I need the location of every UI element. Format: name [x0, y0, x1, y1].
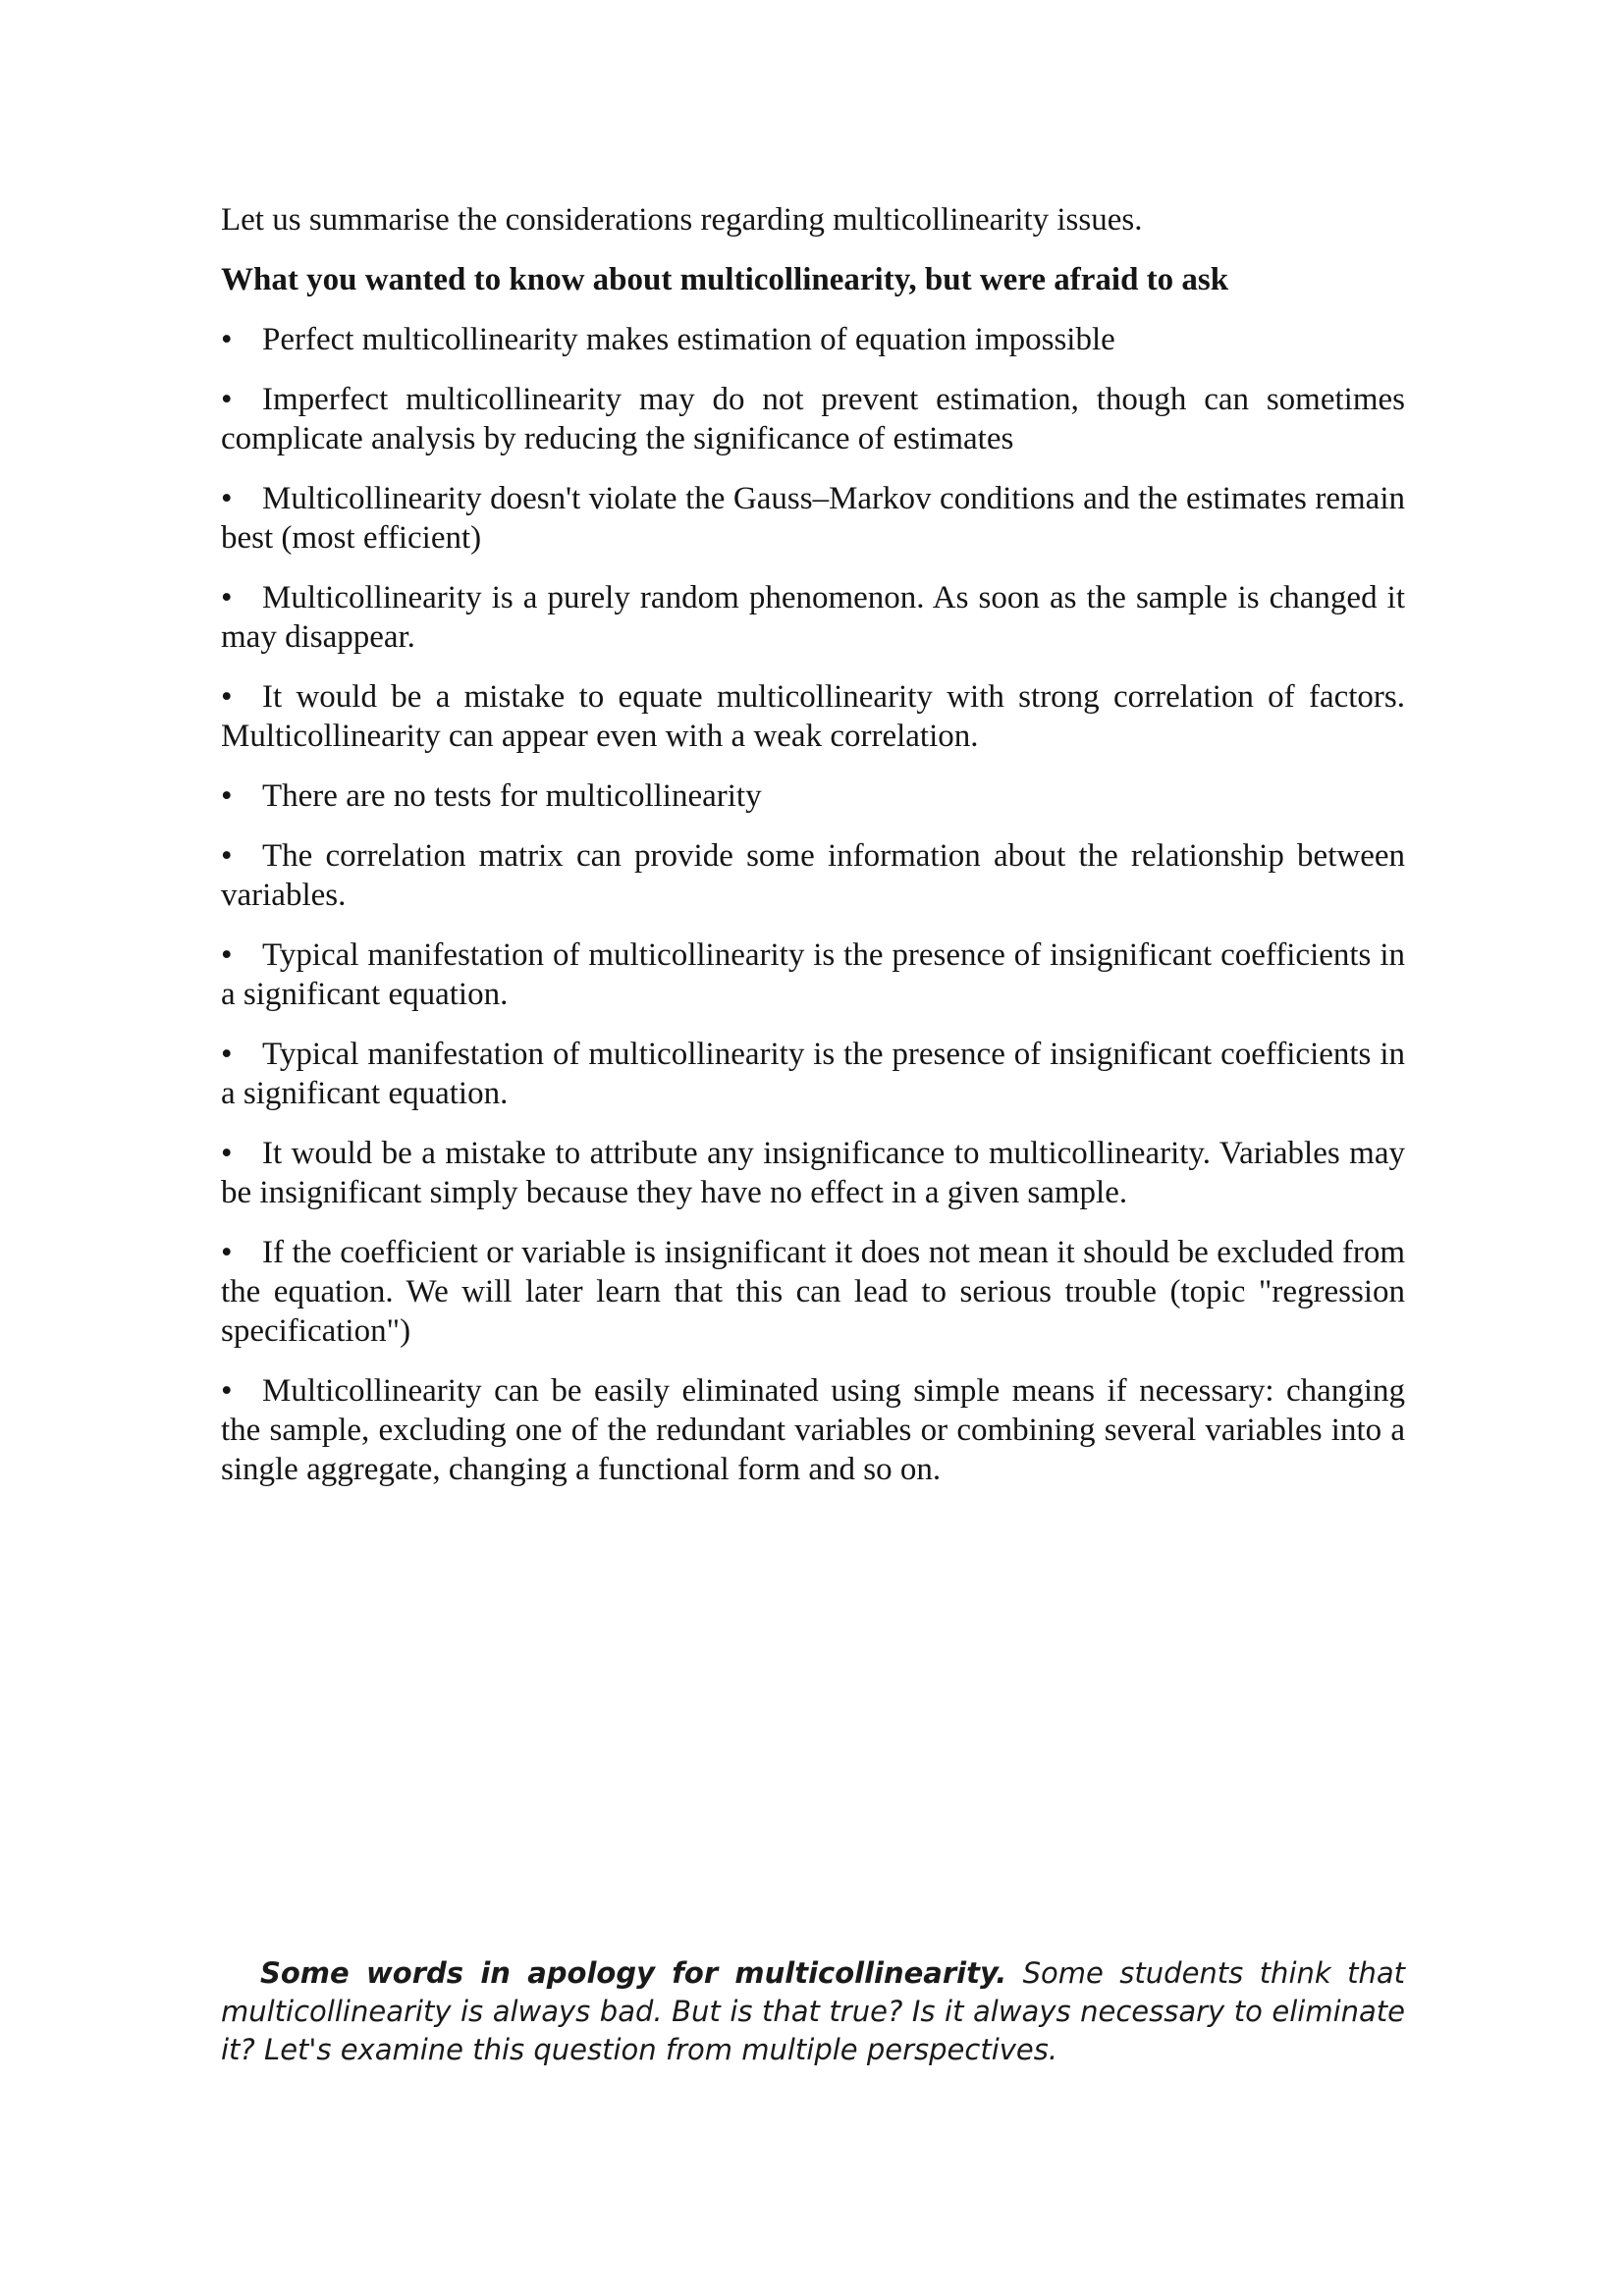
bullet-icon: •: [221, 1037, 233, 1072]
bullet-item: [221, 1134, 1405, 1212]
closing-lead: Some words in apology for multicollinearity.: [260, 1956, 1007, 1990]
bullet-text: If the coefficient or variable is insignificant it does not mean it should be excluded from the equation. We will later learn that this can lead to serious trouble (topic "regression specification"): [221, 1235, 1405, 1349]
bullet-item: [221, 1035, 1405, 1113]
bullet-item: [221, 320, 1405, 359]
bullet-icon: •: [221, 1373, 233, 1409]
bullet-text: Imperfect multicollinearity may do not prevent estimation, though can sometimes complicate analysis by reducing the significance of estimates: [221, 382, 1405, 456]
bullet-text: The correlation matrix can provide some information about the relationship between variables.: [221, 838, 1405, 913]
bullet-text: Multicollinearity doesn't violate the Gauss–Markov conditions and the estimates remain best (most efficient): [221, 481, 1405, 556]
bullet-text: There are no tests for multicollinearity: [262, 778, 762, 814]
bullet-item: [221, 1371, 1405, 1489]
bullet-icon: •: [221, 322, 233, 357]
bullet-icon: •: [221, 481, 233, 516]
bullet-icon: •: [221, 778, 233, 814]
bullet-icon: •: [221, 580, 233, 615]
closing-paragraph: [221, 1954, 1405, 2069]
closing-body: Some students think that multicollinearity is always bad. But is that true? Is it always necessary to eliminate it? Let's examine this question from multiple perspectives.: [221, 1956, 1405, 2066]
bullet-icon: •: [221, 937, 233, 973]
bullet-item: [221, 836, 1405, 915]
bullet-icon: •: [221, 679, 233, 715]
bullet-item: [221, 677, 1405, 756]
bullet-text: Multicollinearity can be easily eliminated using simple means if necessary: changing the sample, excluding one of the redundant variables or combining several variables into a single aggregate, changing a functional form and so on.: [221, 1373, 1405, 1487]
intro-paragraph: Let us summarise the considerations regarding multicollinearity issues.: [221, 202, 1143, 238]
bullet-item: [221, 1233, 1405, 1351]
bullet-text: Perfect multicollinearity makes estimation of equation impossible: [262, 322, 1115, 357]
bullet-item: [221, 479, 1405, 558]
bullet-text: It would be a mistake to equate multicollinearity with strong correlation of factors. Multicollinearity can appear even with a weak correlation.: [221, 679, 1405, 754]
bullet-text: Typical manifestation of multicollinearity is the presence of insignificant coefficients in a significant equation.: [221, 1037, 1405, 1111]
bullet-text: It would be a mistake to attribute any insignificance to multicollinearity. Variables may be insignificant simply because they have no effect in a given sample.: [221, 1136, 1405, 1210]
bullet-icon: •: [221, 1136, 233, 1171]
bullet-item: [221, 380, 1405, 458]
bullet-icon: •: [221, 838, 233, 874]
bullet-item: [221, 935, 1405, 1014]
section-heading: What you wanted to know about multicollinearity, but were afraid to ask: [221, 262, 1229, 297]
bullet-list: [221, 320, 1405, 1489]
bullet-text: Typical manifestation of multicollinearity is the presence of insignificant coefficients in a significant equation.: [221, 937, 1405, 1012]
bullet-icon: •: [221, 382, 233, 417]
text-column: [221, 200, 1405, 1510]
bullet-item: [221, 776, 1405, 816]
bullet-icon: •: [221, 1235, 233, 1270]
bullet-text: Multicollinearity is a purely random phenomenon. As soon as the sample is changed it may disappear.: [221, 580, 1405, 655]
bullet-item: [221, 578, 1405, 657]
